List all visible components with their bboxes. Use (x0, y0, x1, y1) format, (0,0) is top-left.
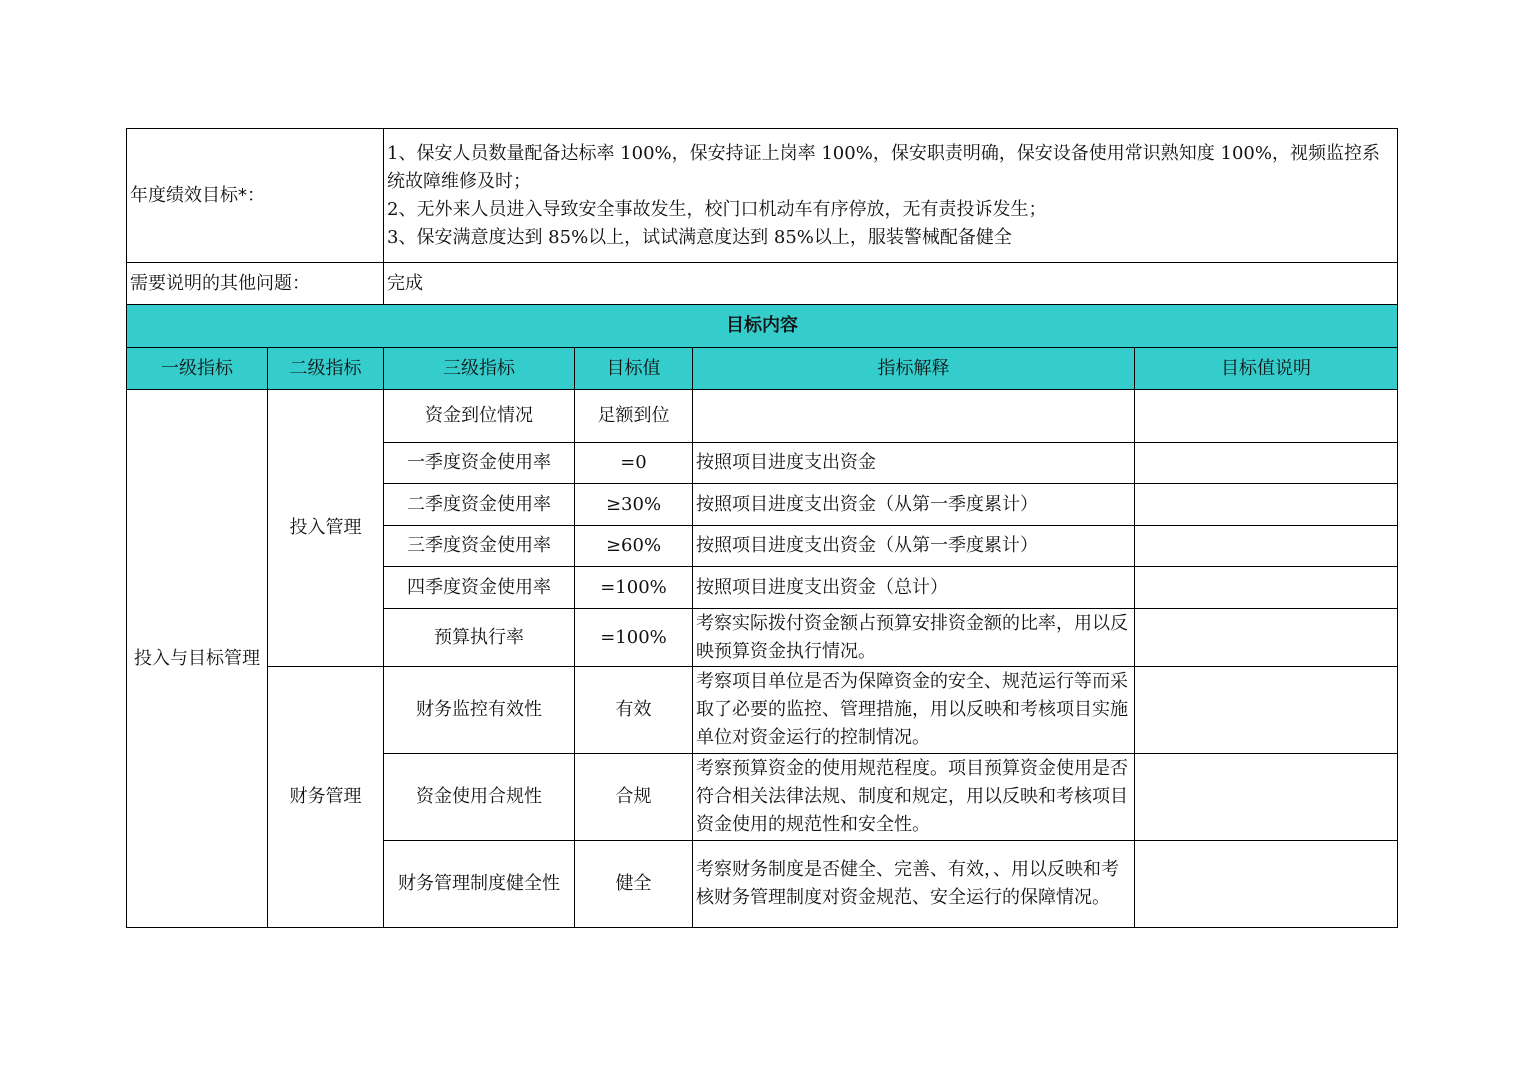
column-header-row (127, 348, 1398, 390)
annual-goal-line-2: 2、无外来人员进入导致安全事故发生，校门口机动车有序停放，无有责投诉发生； (387, 198, 1047, 220)
level3-cell: 预算执行率 (384, 609, 575, 667)
explanation-cell: 考察实际拨付资金额占预算安排资金额的比率，用以反映预算资金执行情况。 (693, 609, 1135, 667)
target-cell: 有效 (575, 667, 693, 754)
target-cell: =0 (575, 443, 693, 484)
target-cell: ≥30% (575, 484, 693, 526)
level3-cell: 一季度资金使用率 (384, 443, 575, 484)
table-row (127, 667, 1398, 754)
level3-cell: 财务管理制度健全性 (384, 841, 575, 928)
annual-goal-label: 年度绩效目标*： (127, 129, 384, 263)
level3-cell: 资金使用合规性 (384, 754, 575, 841)
level3-cell: 三季度资金使用率 (384, 526, 575, 567)
level3-cell: 二季度资金使用率 (384, 484, 575, 526)
target-note-cell (1135, 667, 1398, 754)
other-issues-label: 需要说明的其他问题： (127, 263, 384, 305)
target-note-cell (1135, 754, 1398, 841)
target-note-cell (1135, 841, 1398, 928)
other-issues-value: 完成 (384, 263, 1398, 305)
table-row (127, 390, 1398, 443)
level3-cell: 四季度资金使用率 (384, 567, 575, 609)
target-cell: 足额到位 (575, 390, 693, 443)
level3-cell: 财务监控有效性 (384, 667, 575, 754)
level2-cell-input-mgmt: 投入管理 (268, 390, 384, 667)
header-level3: 三级指标 (384, 348, 575, 390)
level1-cell: 投入与目标管理 (127, 390, 268, 928)
target-cell: =100% (575, 609, 693, 667)
level2-cell-finance-mgmt: 财务管理 (268, 667, 384, 928)
explanation-cell: 考察预算资金的使用规范程度。项目预算资金使用是否符合相关法律法规、制度和规定，用以反映和考核项目资金使用的规范性和安全性。 (693, 754, 1135, 841)
target-note-cell (1135, 390, 1398, 443)
explanation-cell: 按照项目进度支出资金（总计） (693, 567, 1135, 609)
header-level2: 二级指标 (268, 348, 384, 390)
performance-target-table (126, 128, 1398, 928)
header-target-note: 目标值说明 (1135, 348, 1398, 390)
target-note-cell (1135, 484, 1398, 526)
section-title-row (127, 305, 1398, 348)
explanation-cell: 考察财务制度是否健全、完善、有效，、用以反映和考核财务管理制度对资金规范、安全运行的保障情况。 (693, 841, 1135, 928)
annual-goal-line-3: 3、保安满意度达到 85%以上，试试满意度达到 85%以上，服装警械配备健全 (387, 226, 1012, 248)
annual-goal-row (127, 129, 1398, 263)
target-cell: ≥60% (575, 526, 693, 567)
annual-goal-line-1: 1、保安人员数量配备达标率 100%，保安持证上岗率 100%，保安职责明确，保安设备使用常识熟知度 100%，视频监控系统故障维修及时； (387, 142, 1380, 192)
other-issues-row (127, 263, 1398, 305)
target-cell: =100% (575, 567, 693, 609)
explanation-cell: 按照项目进度支出资金（从第一季度累计） (693, 526, 1135, 567)
target-cell: 健全 (575, 841, 693, 928)
target-note-cell (1135, 526, 1398, 567)
target-note-cell (1135, 609, 1398, 667)
target-cell: 合规 (575, 754, 693, 841)
header-target: 目标值 (575, 348, 693, 390)
explanation-cell: 按照项目进度支出资金 (693, 443, 1135, 484)
level3-cell: 资金到位情况 (384, 390, 575, 443)
header-level1: 一级指标 (127, 348, 268, 390)
target-note-cell (1135, 567, 1398, 609)
target-note-cell (1135, 443, 1398, 484)
header-explanation: 指标解释 (693, 348, 1135, 390)
explanation-cell (693, 390, 1135, 443)
explanation-cell: 按照项目进度支出资金（从第一季度累计） (693, 484, 1135, 526)
explanation-cell: 考察项目单位是否为保障资金的安全、规范运行等而采取了必要的监控、管理措施，用以反映和考核项目实施单位对资金运行的控制情况。 (693, 667, 1135, 754)
section-title: 目标内容 (127, 305, 1398, 348)
annual-goal-content (384, 129, 1398, 263)
